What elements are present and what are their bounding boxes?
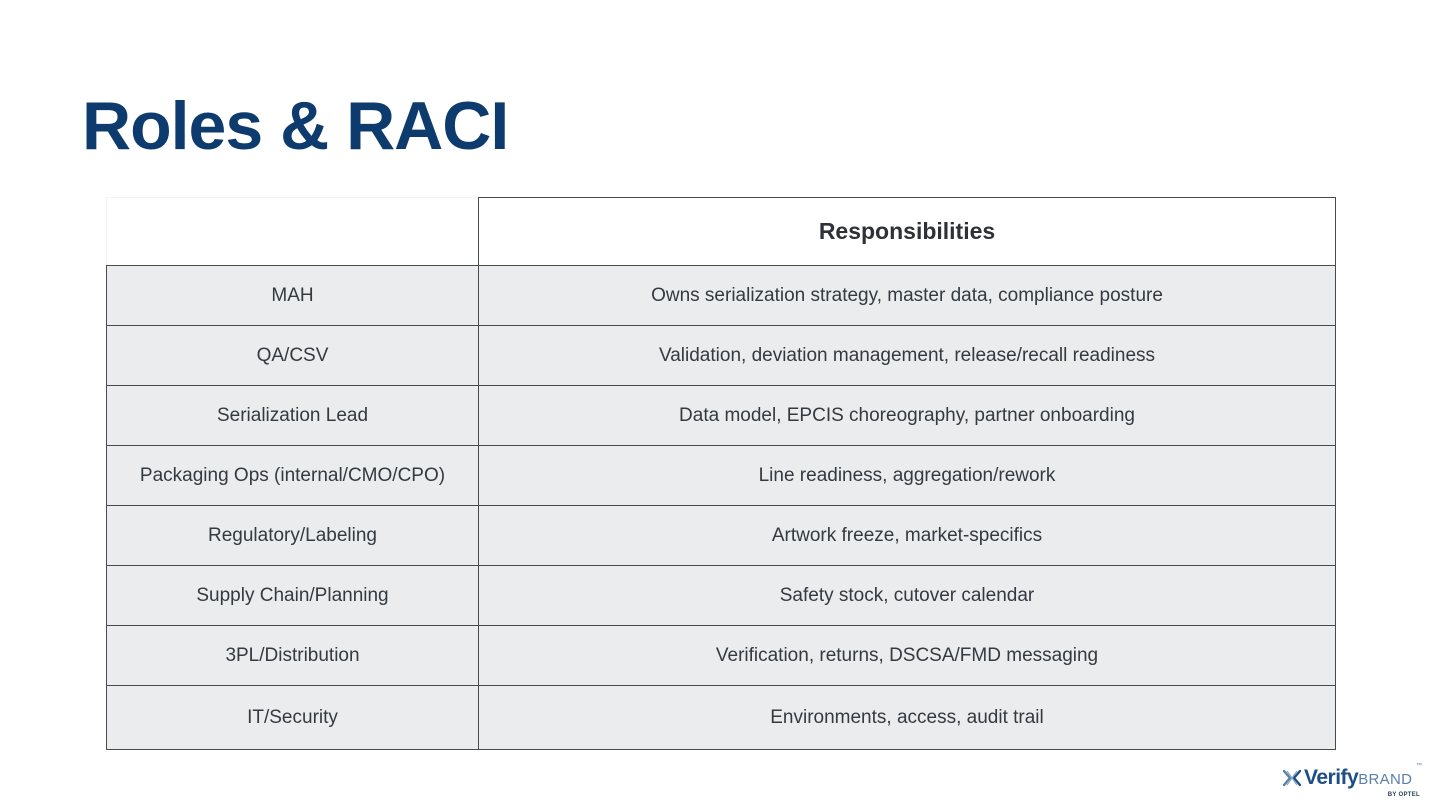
responsibility-cell: Environments, access, audit trail bbox=[479, 686, 1336, 750]
responsibility-cell: Data model, EPCIS choreography, partner onboarding bbox=[479, 386, 1336, 446]
table-row bbox=[107, 626, 1336, 686]
table-row bbox=[107, 326, 1336, 386]
logo-word-strong: Verify bbox=[1304, 766, 1359, 789]
role-cell: Supply Chain/Planning bbox=[107, 566, 479, 626]
slide-title: Roles & RACI bbox=[82, 88, 509, 164]
header-cell-role bbox=[107, 198, 479, 266]
verifybrand-logo bbox=[1282, 763, 1422, 802]
role-cell: IT/Security bbox=[107, 686, 479, 750]
responsibility-cell: Validation, deviation management, release/recall readiness bbox=[479, 326, 1336, 386]
logo-trademark: ™ bbox=[1416, 763, 1422, 769]
logo-byline: BY OPTEL bbox=[1387, 792, 1420, 798]
table-row bbox=[107, 386, 1336, 446]
responsibility-cell: Artwork freeze, market-specifics bbox=[479, 506, 1336, 566]
role-cell: Packaging Ops (internal/CMO/CPO) bbox=[107, 446, 479, 506]
x-mark-icon bbox=[1282, 768, 1302, 788]
logo-wordmark bbox=[1304, 766, 1412, 792]
role-cell: Serialization Lead bbox=[107, 386, 479, 446]
header-cell-responsibilities: Responsibilities bbox=[479, 198, 1336, 266]
role-cell: MAH bbox=[107, 266, 479, 326]
table-row bbox=[107, 686, 1336, 750]
logo-word-light: BRAND bbox=[1358, 771, 1413, 788]
table-header-row bbox=[107, 198, 1336, 266]
responsibility-cell: Owns serialization strategy, master data, compliance posture bbox=[479, 266, 1336, 326]
table-row bbox=[107, 506, 1336, 566]
role-cell: 3PL/Distribution bbox=[107, 626, 479, 686]
table-row bbox=[107, 266, 1336, 326]
responsibility-cell: Line readiness, aggregation/rework bbox=[479, 446, 1336, 506]
responsibility-cell: Safety stock, cutover calendar bbox=[479, 566, 1336, 626]
table-row bbox=[107, 566, 1336, 626]
responsibility-cell: Verification, returns, DSCSA/FMD messaging bbox=[479, 626, 1336, 686]
raci-table bbox=[106, 197, 1336, 750]
role-cell: Regulatory/Labeling bbox=[107, 506, 479, 566]
table-row bbox=[107, 446, 1336, 506]
role-cell: QA/CSV bbox=[107, 326, 479, 386]
